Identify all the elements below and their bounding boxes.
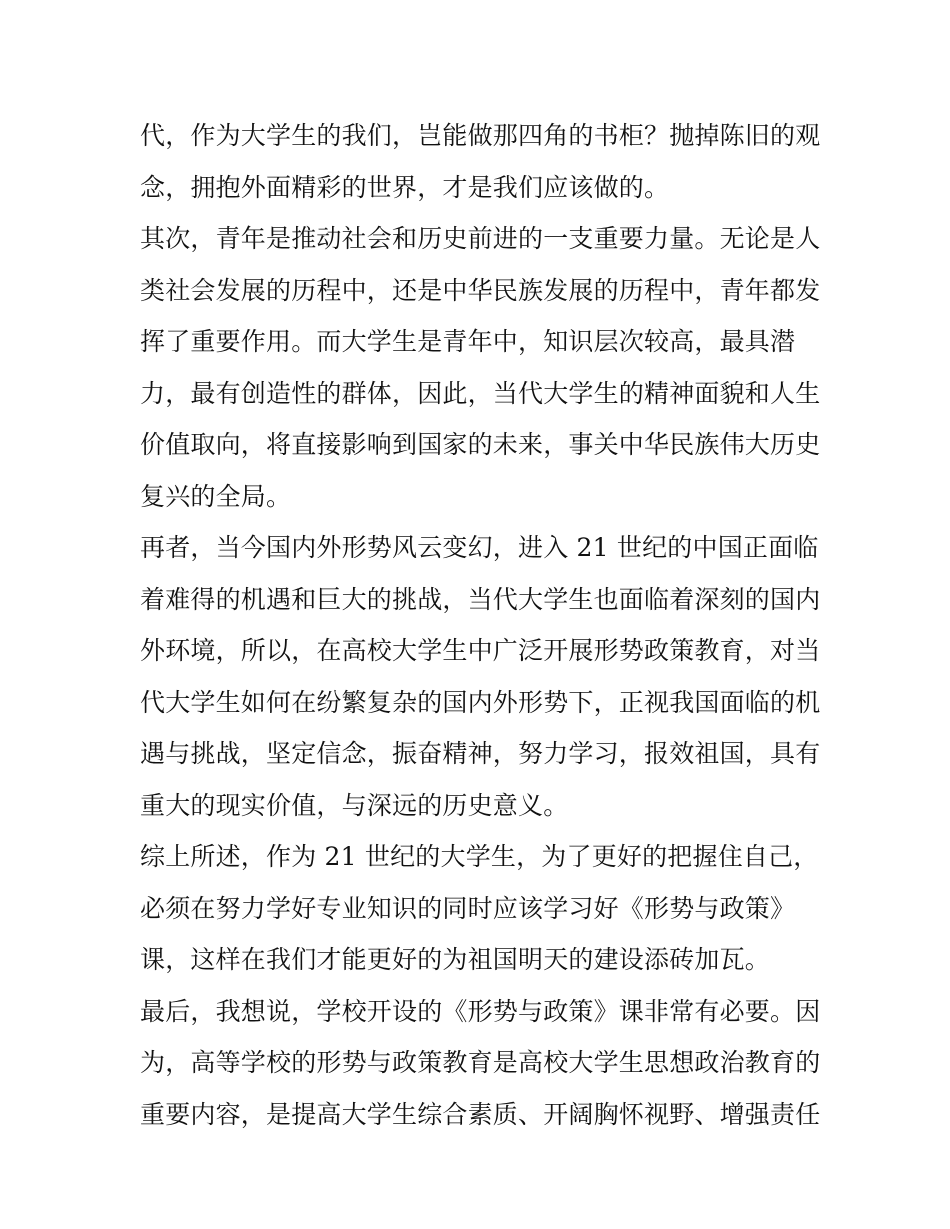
text-line: 力，最有创造性的群体，因此，当代大学生的精神面貌和人生 <box>140 378 821 408</box>
text-line: 其次，青年是推动社会和历史前进的一支重要力量。无论是人 <box>140 224 821 253</box>
document-body <box>140 110 820 1140</box>
text-line: 价值取向，将直接影响到国家的未来，事关中华民族伟大历史 <box>140 430 821 459</box>
text-line: 重要内容，是提高大学生综合素质、开阔胸怀视野、增强责任 <box>140 1099 821 1129</box>
text-line: 为，高等学校的形势与政策教育是高校大学生思想政治教育的 <box>140 1048 821 1077</box>
text-line: 念，拥抱外面精彩的世界，才是我们应该做的。 <box>140 172 670 202</box>
text-line: 挥了重要作用。而大学生是青年中，知识层次较高，最具潜 <box>140 327 796 356</box>
text-line: 外环境，所以，在高校大学生中广泛开展形势政策教育，对当 <box>140 636 821 665</box>
text-line: 综上所述，作为 21 世纪的大学生，为了更好的把握住自己， <box>140 842 819 871</box>
text-line: 重大的现实价值，与深远的历史意义。 <box>140 790 569 820</box>
text-line: 着难得的机遇和巨大的挑战，当代大学生也面临着深刻的国内 <box>140 584 821 614</box>
text-line: 类社会发展的历程中，还是中华民族发展的历程中，青年都发 <box>140 275 821 305</box>
text-line: 再者，当今国内外形势风云变幻，进入 21 世纪的中国正面临 <box>140 533 819 562</box>
text-line: 代大学生如何在纷繁复杂的国内外形势下，正视我国面临的机 <box>140 687 821 717</box>
text-line: 必须在努力学好专业知识的同时应该学习好《形势与政策》 <box>140 893 796 923</box>
text-line: 复兴的全局。 <box>140 481 292 511</box>
text-line: 最后，我想说，学校开设的《形势与政策》课非常有必要。因 <box>140 996 821 1026</box>
text-line: 课，这样在我们才能更好的为祖国明天的建设添砖加瓦。 <box>140 945 771 974</box>
text-line: 遇与挑战，坚定信念，振奋精神，努力学习，报效祖国，具有 <box>140 739 821 768</box>
text-line: 代，作为大学生的我们，岂能做那四角的书柜？抛掉陈旧的观 <box>140 121 821 150</box>
